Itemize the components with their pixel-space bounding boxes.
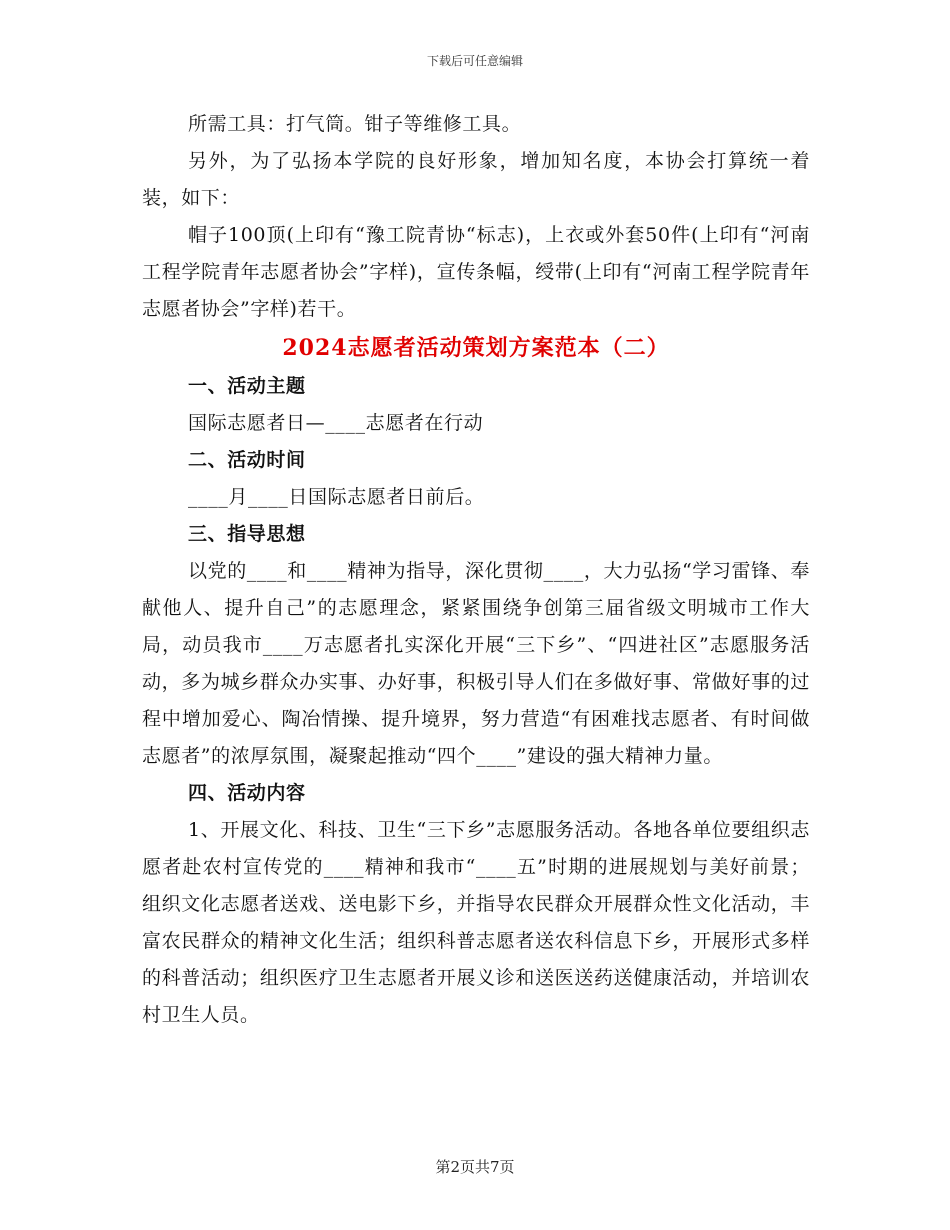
section-body-guideline: 以党的____和____精神为指导，深化贯彻____，大力弘扬“学习雷锋、奉献他人、提升自己”的志愿理念，紧紧围绕争创第三届省级文明城市工作大局，动员我市____万志愿者扎实深化开展“三下乡”、“四进社区”志愿服务活动，多为城乡群众办实事、办好事，积极引导人们在多做好事、常做好事的过程中增加爱心、陶冶情操、提升境界，努力营造“有困难找志愿者、有时间做志愿者”的浓厚氛围，凝聚起推动“四个____”建设的强大精神力量。: [142, 560, 810, 767]
section-body-content: 1、开展文化、科技、卫生“三下乡”志愿服务活动。各地各单位要组织志愿者赴农村宣传党的____精神和我市“____五”时期的进展规划与美好前景；组织文化志愿者送戏、送电影下乡，并指导农民群众开展群众性文化活动，丰富农民群众的精神文化生活；组织科普志愿者送农科信息下乡，开展形式多样的科普活动；组织医疗卫生志愿者开展义诊和送医送药送健康活动，并培训农村卫生人员。: [142, 819, 810, 1026]
document-body: [142, 106, 810, 1034]
section-body-theme: 国际志愿者日—____志愿者在行动: [188, 412, 484, 434]
uniform-intro-paragraph: 另外，为了弘扬本学院的良好形象，增加知名度，本协会打算统一着装，如下：: [142, 150, 810, 209]
page-footer: 第2页共7页: [435, 1158, 515, 1176]
section-heading-time: 二、活动时间: [188, 449, 306, 471]
document-title: 2024志愿者活动策划方案范本（二）: [282, 335, 670, 361]
section-heading-theme: 一、活动主题: [188, 375, 306, 397]
section-heading-guideline: 三、指导思想: [188, 523, 306, 545]
uniform-items-paragraph: 帽子100顶(上印有“豫工院青协“标志)，上衣或外套50件(上印有“河南工程学院青年志愿者协会”字样)，宣传条幅，绶带(上印有“河南工程学院青年志愿者协会”字样)若干。: [142, 224, 810, 320]
section-heading-content: 四、活动内容: [188, 782, 306, 804]
tools-paragraph: 所需工具：打气筒。钳子等维修工具。: [188, 113, 522, 135]
section-body-time: ____月____日国际志愿者日前后。: [188, 486, 485, 508]
page-header: 下载后可任意编辑: [426, 54, 523, 68]
